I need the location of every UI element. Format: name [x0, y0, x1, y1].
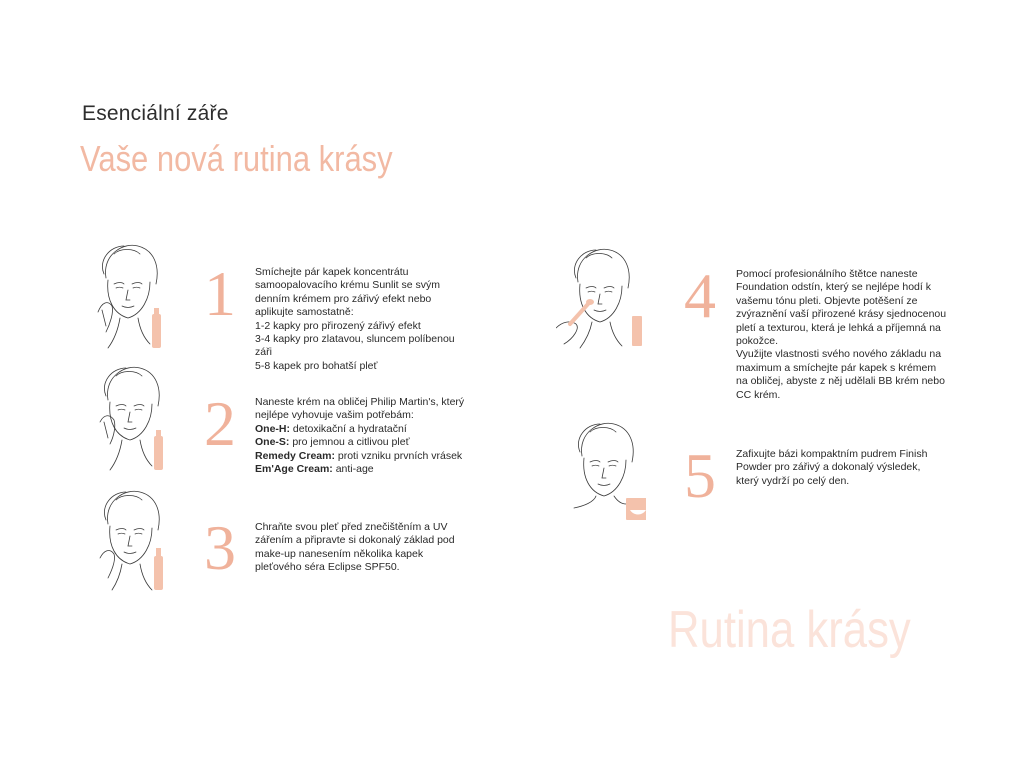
page-title: Vaše nová rutina krásy — [80, 138, 393, 179]
face-applying-cream-icon — [84, 240, 170, 352]
watermark-title: Rutina krásy — [668, 601, 911, 659]
step-description: Pomocí profesionálního štětce naneste Foundation odstín, který se nejlépe hodí k vašemu tónu pleti. Objevte potěšení ze zvýraznění vaší přirozené krásy sjednocenou pletí a texturou, která je lehká a příjemná na pokožce. Využijte vlastnosti svého nového základu na maximum a smíchejte pár kapek s krémem na obličej, abyste z něj udělali BB krém nebo CC krém. — [736, 268, 947, 401]
subtitle: Esenciální záře — [82, 102, 229, 125]
step-number: 3 — [204, 512, 236, 583]
step-description: Chraňte svou pleť před znečištěním a UV zářením a připravte si dokonalý základ pod make-up nanesením několika kapek pleťového séra Eclipse SPF50. — [255, 521, 455, 574]
step-number: 2 — [204, 388, 236, 459]
face-applying-serum-icon — [86, 486, 172, 598]
face-applying-cream-icon — [86, 362, 172, 474]
face-brush-foundation-icon — [556, 244, 642, 356]
step-number: 4 — [684, 260, 716, 331]
step-description: Smíchejte pár kapek koncentrátu samoopalovacího krému Sunlit se svým denním krémem pro zářivý efekt nebo aplikujte samostatně: 1-2 kapky pro přirozený zářivý efekt 3-4 kapky pro zlatavou, sluncem políbenou záři 5-8 kapek pro bohatší pleť — [255, 266, 455, 372]
step-number: 5 — [684, 440, 716, 511]
step-description: Naneste krém na obličej Philip Martin's, který nejlépe vyhovuje vašim potřebám: One-H: detoxikační a hydratační One-S: pro jemnou a citlivou pleť Remedy Cream: proti vzniku prvních vrásek Em'Age Cream: anti-age — [255, 396, 465, 476]
face-powder-compact-icon — [560, 418, 646, 530]
step-number: 1 — [204, 258, 236, 329]
step-description: Zafixujte bázi kompaktním pudrem Finish Powder pro zářivý a dokonalý výsledek, který vydrží po celý den. — [736, 448, 928, 487]
